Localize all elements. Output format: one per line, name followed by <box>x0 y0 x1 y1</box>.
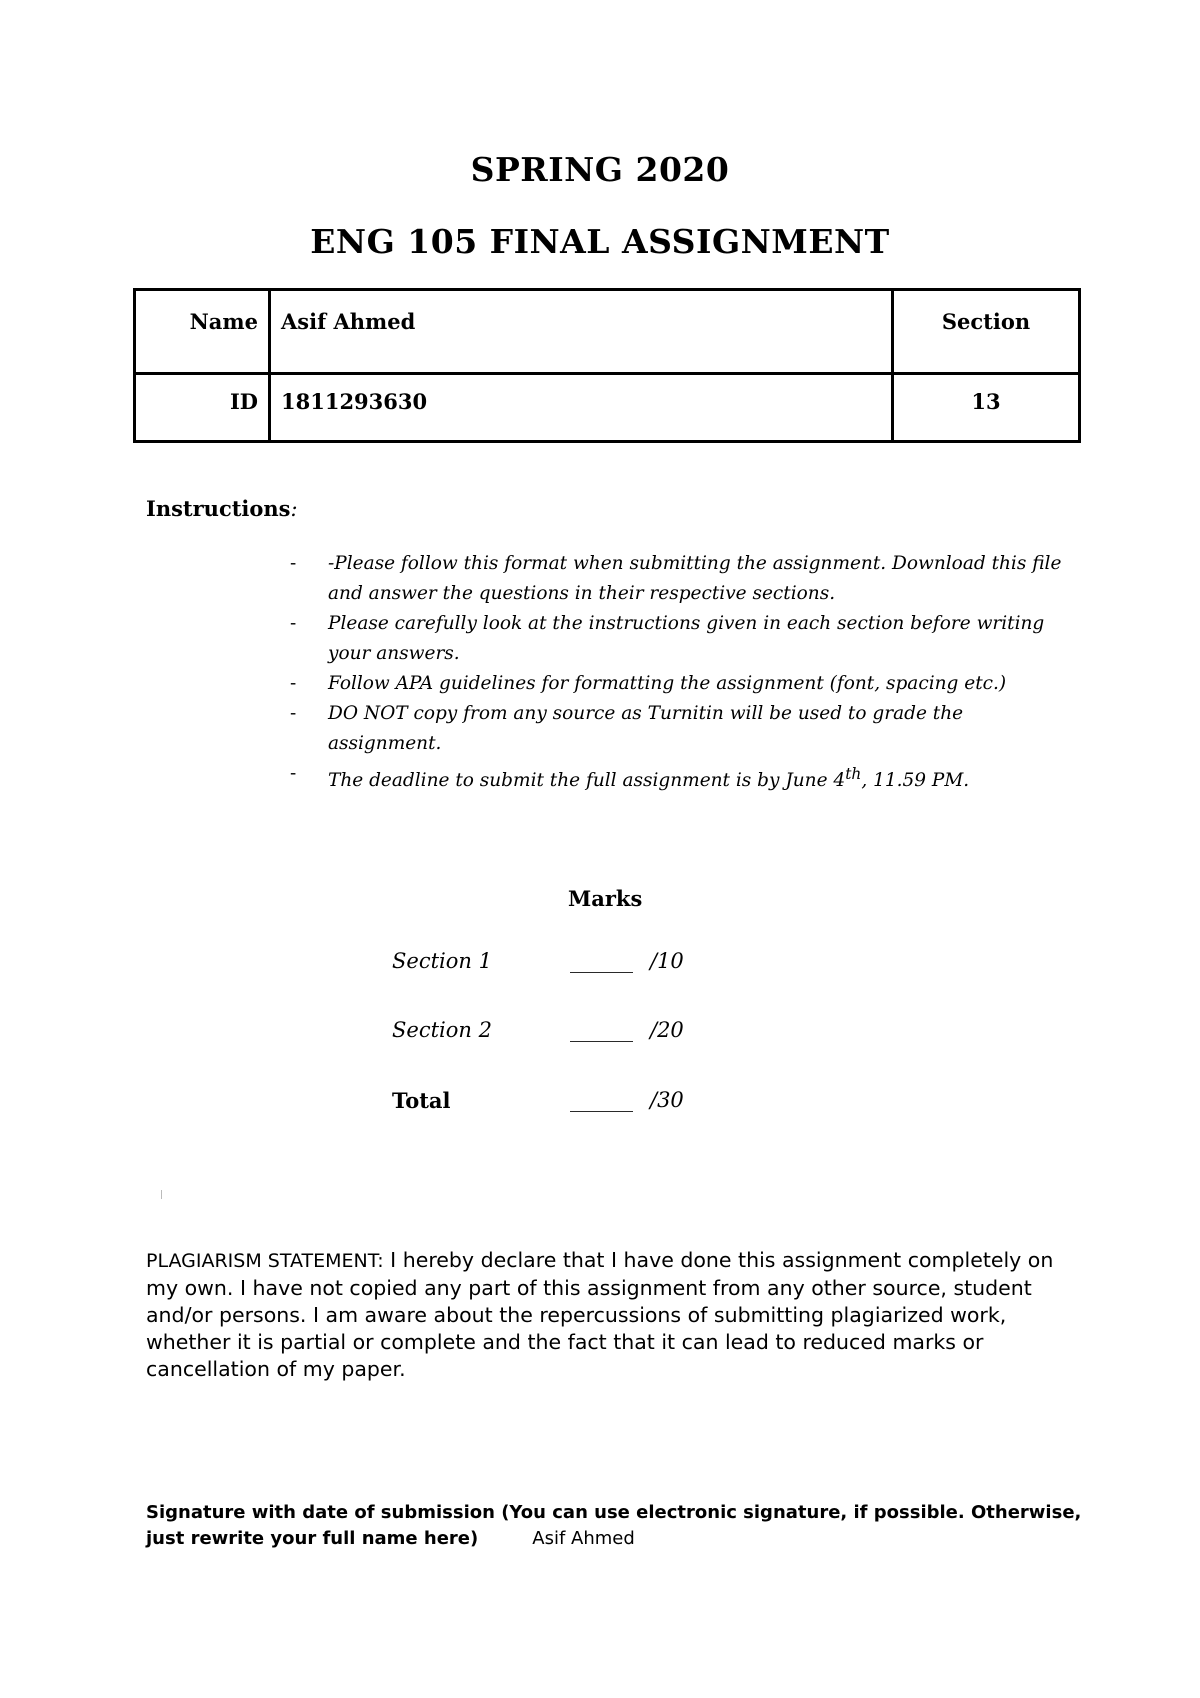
plagiarism-label: PLAGIARISM STATEMENT: <box>146 1250 384 1272</box>
marks-max: /20 <box>650 1018 684 1042</box>
instructions-heading-colon: : <box>290 497 298 521</box>
marks-row-label: Section 2 <box>392 1018 492 1042</box>
marks-blank: ______ <box>570 1088 633 1112</box>
instruction-item-deadline <box>290 759 1080 796</box>
plagiarism-statement <box>146 1247 1086 1383</box>
term-title: SPRING 2020 <box>470 150 730 189</box>
marks-row-section-1 <box>392 949 792 979</box>
instructions-list <box>290 549 1080 796</box>
id-label: ID <box>135 374 270 442</box>
marks-row-section-2 <box>392 1018 792 1048</box>
table-row <box>135 374 1080 442</box>
instruction-item: - DO NOT copy from any source as Turnitin will be used to grade the assignment. <box>290 699 1080 759</box>
deadline-superscript: th <box>845 765 862 783</box>
signature-name: Asif Ahmed <box>532 1528 635 1549</box>
deadline-time: , 11.59 PM. <box>861 770 970 792</box>
name-value: Asif Ahmed <box>270 290 893 374</box>
id-value: 1811293630 <box>270 374 893 442</box>
plagiarism-text: I hereby declare that I have done this assignment completely on my own. I have not copied any part of this assignment from any other source, student and/or persons. I am aware about the repercussions of submitting plagiarized work, whether it is partial or complete and the fact that it can lead to reduced marks or cancellation of my paper. <box>146 1248 1054 1381</box>
student-info-table <box>133 288 1081 443</box>
signature-block <box>146 1500 1086 1552</box>
marks-blank: ______ <box>570 949 633 973</box>
instruction-item: - Please carefully look at the instructions given in each section before writing your answers. <box>290 609 1080 669</box>
deadline-text: The deadline to submit the full assignment is by June 4 <box>328 770 846 792</box>
course-title: ENG 105 FINAL ASSIGNMENT <box>310 222 890 261</box>
marks-row-total <box>392 1088 792 1118</box>
marks-max: /10 <box>650 949 684 973</box>
marks-blank: ______ <box>570 1018 633 1042</box>
marks-row-label: Total <box>392 1088 451 1113</box>
instructions-heading <box>146 496 298 521</box>
table-row <box>135 290 1080 374</box>
section-label: Section <box>893 290 1080 374</box>
marks-row-label: Section 1 <box>392 949 492 973</box>
instruction-item: - -Please follow this format when submitting the assignment. Download this file and answer the questions in their respective sections. <box>290 549 1080 609</box>
signature-label: Signature with date of submission (You can use electronic signature, if possible. Otherwise, just rewrite your full name here) <box>146 1502 1082 1549</box>
name-label: Name <box>135 290 270 374</box>
section-value: 13 <box>893 374 1080 442</box>
marks-max: /30 <box>650 1088 684 1112</box>
instruction-item: - Follow APA guidelines for formatting the assignment (font, spacing etc.) <box>290 669 1080 699</box>
marks-heading: Marks <box>568 886 643 911</box>
stray-mark <box>161 1190 162 1199</box>
instructions-heading-text: Instructions <box>146 496 291 521</box>
